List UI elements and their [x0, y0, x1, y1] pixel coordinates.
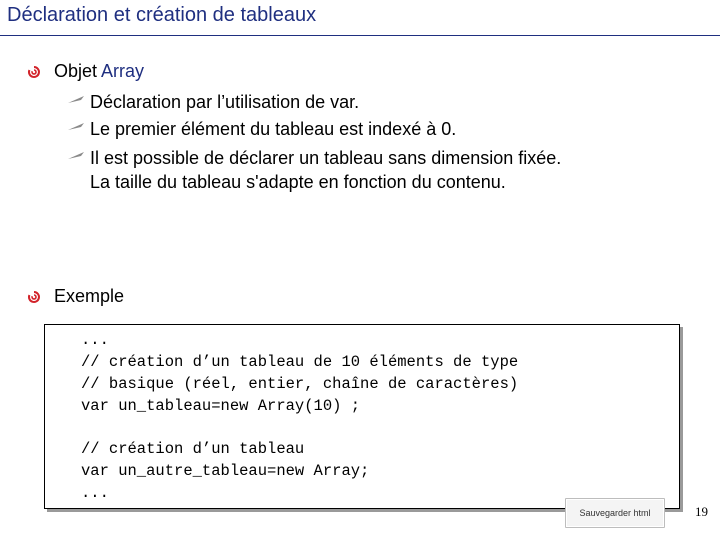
bullet-objet-array: [54, 61, 144, 82]
code-example-box: [44, 324, 680, 509]
arrow-bullet-icon: [68, 95, 86, 105]
slide-title: Déclaration et création de tableaux: [7, 4, 317, 26]
spiral-bullet-icon: [27, 65, 41, 79]
arrow-bullet-icon: [68, 122, 86, 132]
code-line: ...: [81, 331, 109, 349]
page-number: 19: [695, 504, 708, 519]
spiral-bullet-icon: [27, 290, 41, 304]
arrow-bullet-icon: [68, 151, 86, 161]
sub-item-text: La taille du tableau s'adapte en fonction du contenu.: [90, 172, 506, 192]
title-divider: [0, 35, 720, 36]
code-line: // création d’un tableau: [81, 440, 305, 458]
code-line: // basique (réel, entier, chaîne de caractères): [81, 375, 519, 393]
code-line: ...: [81, 484, 109, 502]
sub-item-text: Déclaration par l’utilisation de var.: [90, 92, 360, 112]
code-line: var un_tableau=new Array(10) ;: [81, 397, 361, 415]
bullet-label-array: Array: [101, 61, 145, 81]
bullet-label-prefix: Objet: [54, 61, 102, 81]
save-html-button[interactable]: Sauvegarder html: [565, 498, 665, 528]
code-line: var un_autre_tableau=new Array;: [81, 462, 370, 480]
bullet-exemple: Exemple: [54, 286, 125, 306]
sub-item-text: Le premier élément du tableau est indexé à 0.: [90, 119, 457, 139]
sub-item-text: Il est possible de déclarer un tableau sans dimension fixée.: [90, 148, 562, 168]
code-line: // création d’un tableau de 10 éléments de type: [81, 353, 519, 371]
